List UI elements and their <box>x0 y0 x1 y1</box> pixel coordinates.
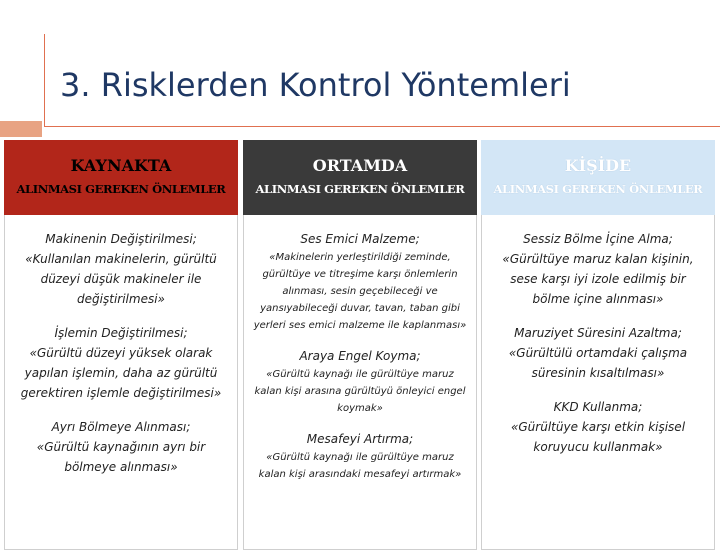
measure-description: «Gürültü kaynağının ayrı bir bölmeye alınması» <box>36 440 206 474</box>
column-header <box>481 140 715 215</box>
measure-item <box>490 323 706 383</box>
measure-item <box>490 397 706 457</box>
measure-title: KKD Kullanma; <box>553 400 643 414</box>
measure-title: Mesafeyi Artırma; <box>306 432 414 446</box>
measure-title: Makinenin Değiştirilmesi; <box>45 232 197 246</box>
measure-description: «Gürültü kaynağı ile gürültüye maruz kalan kişi arasındaki mesafeyi artırmak» <box>258 452 462 480</box>
column-header-title: ORTAMDA <box>312 156 408 175</box>
measure-item <box>252 346 468 417</box>
measure-description: «Gürültülü ortamdaki çalışma süresinin kısaltılması» <box>508 346 688 380</box>
column-header <box>243 140 477 215</box>
column-body <box>4 215 238 550</box>
column-header <box>4 140 238 215</box>
column-header-title: KİŞİDE <box>564 156 632 175</box>
measure-description: «Gürültüye maruz kalan kişinin, sese karşı iyi izole edilmiş bir bölme içine alınması» <box>502 252 694 306</box>
accent-block <box>0 121 42 137</box>
column-header-title: KAYNAKTA <box>70 156 172 175</box>
column-header-subtitle: ALINMASI GEREKEN ÖNLEMLER <box>255 182 465 196</box>
measure-item <box>252 229 468 334</box>
measure-description: «Gürültüye karşı etkin kişisel koruyucu kullanmak» <box>510 420 686 454</box>
measure-item <box>13 323 229 403</box>
column-header-subtitle: ALINMASI GEREKEN ÖNLEMLER <box>493 182 703 196</box>
column-environment <box>243 140 477 550</box>
measure-description: «Kullanılan makinelerin, gürültü düzeyi düşük makineler ile değiştirilmesi» <box>25 252 217 306</box>
measure-title: Ayrı Bölmeye Alınması; <box>51 420 191 434</box>
measure-title: Maruziyet Süresini Azaltma; <box>514 326 682 340</box>
measure-title: Araya Engel Koyma; <box>299 349 421 363</box>
measure-description: «Makinelerin yerleştirildiği zeminde, gürültüye ve titreşime karşı önlemlerin alınması, sesin geçebileceği ve yansıyabileceği duvar, tavan, taban gibi yerleri ses emici malzeme ile kaplanması» <box>253 252 467 331</box>
slide-title: 3. Risklerden Kontrol Yöntemleri <box>60 66 571 104</box>
column-body <box>481 215 715 550</box>
measure-item <box>13 417 229 477</box>
measure-description: «Gürültü düzeyi yüksek olarak yapılan işlemin, daha az gürültü gerektiren işlemle değiştirilmesi» <box>20 346 222 400</box>
measure-item <box>490 229 706 309</box>
measure-description: «Gürültü kaynağı ile gürültüye maruz kalan kişi arasına gürültüyü önleyici engel koymak» <box>254 369 466 414</box>
measure-title: Sessiz Bölme İçine Alma; <box>523 232 673 246</box>
title-horizontal-rule <box>44 126 720 127</box>
measure-title: Ses Emici Malzeme; <box>300 232 420 246</box>
column-body <box>243 215 477 550</box>
column-source <box>4 140 238 550</box>
measure-title: İşlemin Değiştirilmesi; <box>54 326 188 340</box>
column-person <box>481 140 715 550</box>
measure-item <box>252 429 468 483</box>
title-vertical-rule <box>44 34 45 126</box>
measure-item <box>13 229 229 309</box>
column-header-subtitle: ALINMASI GEREKEN ÖNLEMLER <box>16 182 226 196</box>
